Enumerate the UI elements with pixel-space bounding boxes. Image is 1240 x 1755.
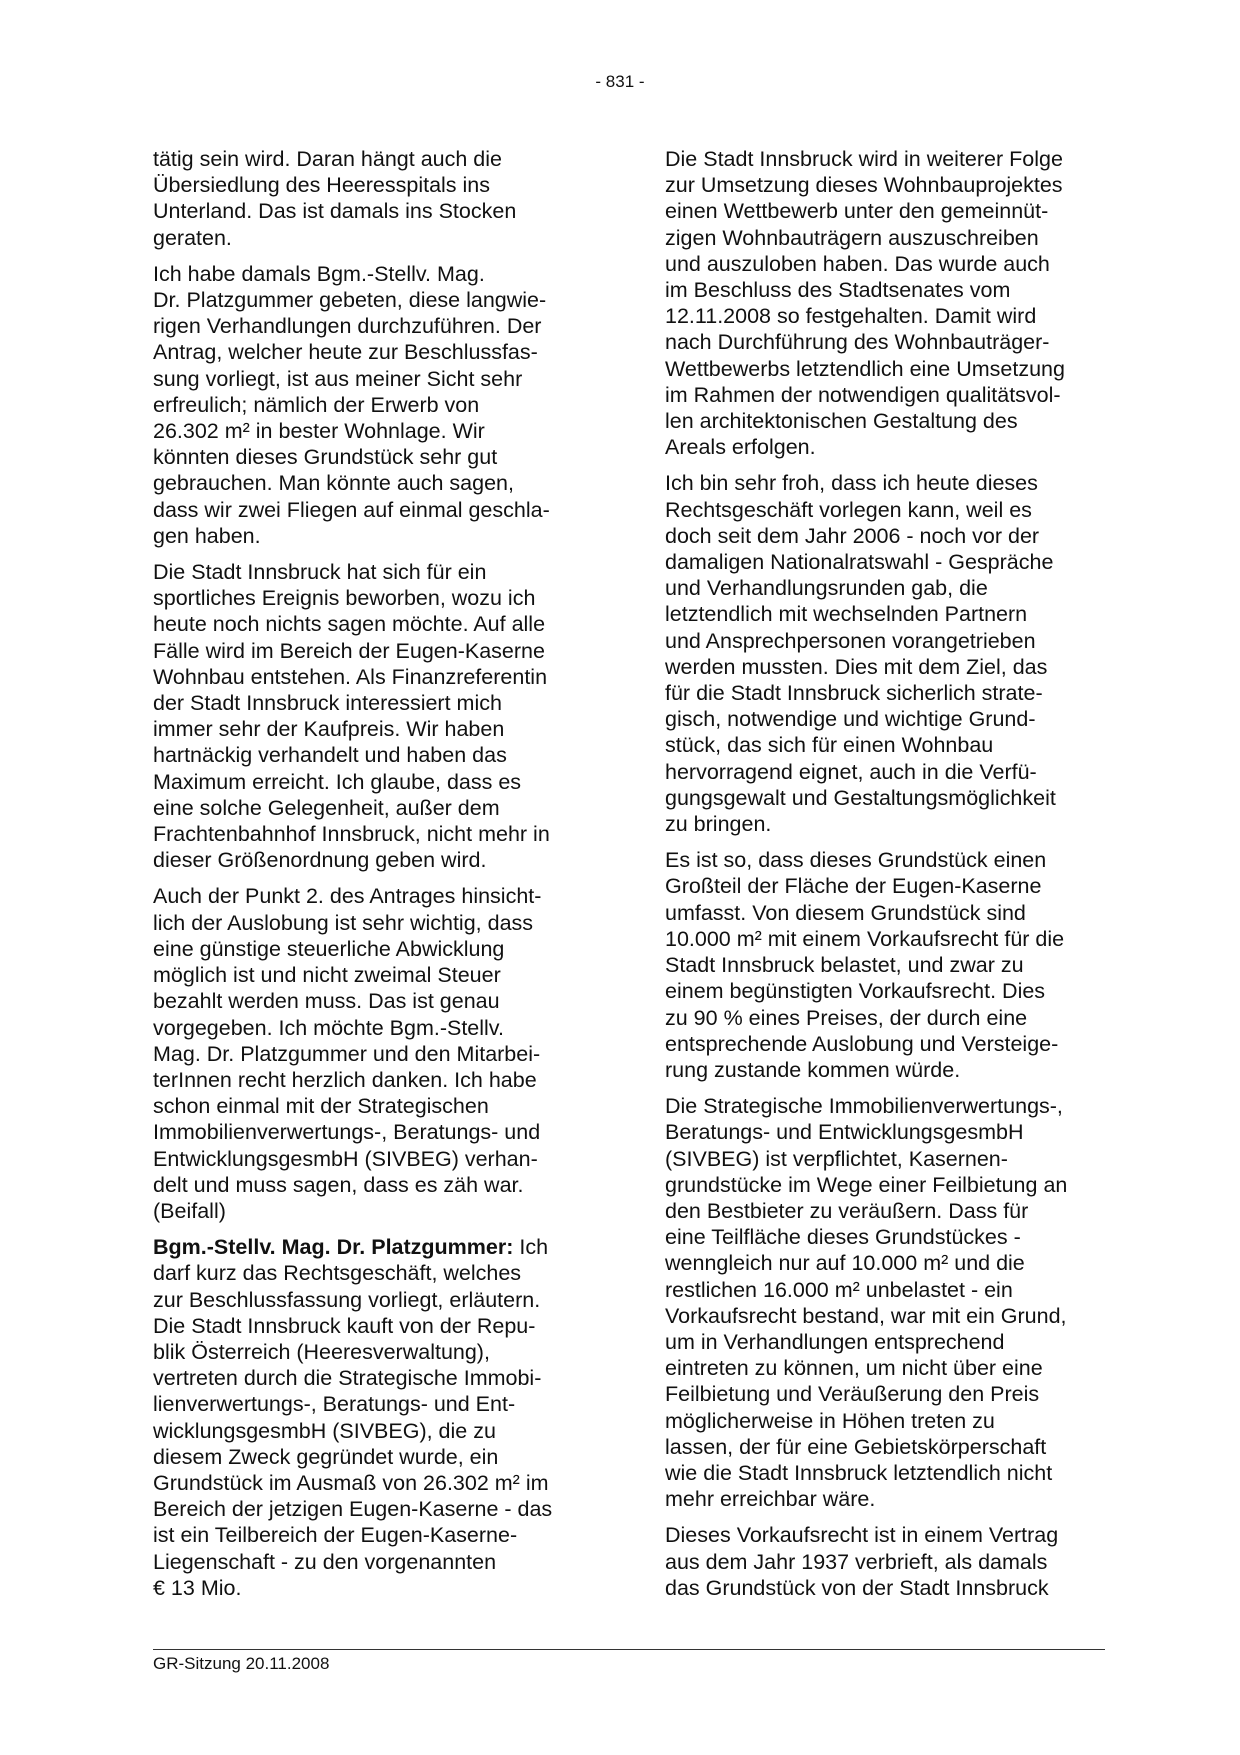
right-paragraph-5: Dieses Vorkaufsrecht ist in einem Vertrag aus dem Jahr 1937 verbrieft, als damals das Grundstück von der Stadt Innsbruck: [665, 1523, 1059, 1600]
page-number: - 831 -: [595, 72, 645, 91]
right-paragraph-2: Ich bin sehr froh, dass ich heute dieses Rechtsgeschäft vorlegen kann, weil es doch seit dem Jahr 2006 - noch vor der damaligen Nationalratswahl - Gespräche und Verhandlungsrunden gab, die letztendlich mit wechselnden Partnern und Ansprechpersonen vorangetrieben werden mussten. Dies mit dem Ziel, das für die Stadt Innsbruck sicherlich strate- gisch, notwendige und wichtige Grund- stück, das sich für einen Wohnbau hervorragend eignet, auch in die Verfü- gungsgewalt und Gestaltungsmöglichkeit zu bringen.: [665, 471, 1056, 837]
left-paragraph-4: Auch der Punkt 2. des Antrages hinsicht- lich der Auslobung ist sehr wichtig, dass eine günstige steuerliche Abwicklung möglich ist und nicht zweimal Steuer bezahlt werden muss. Das ist genau vorgegeben. Ich möchte Bgm.-Stellv. Mag. Dr. Platzgummer und den Mitarbei- terInnen recht herzlich danken. Ich habe schon einmal mit der Strategischen Immobilienverwertungs-, Beratungs- und EntwicklungsgesmbH (SIVBEG) verhan- delt und muss sagen, dass es zäh war. (Beifall): [153, 884, 542, 1223]
left-column: [153, 146, 593, 1611]
footer-divider: [153, 1649, 1105, 1650]
footer-session-date: GR-Sitzung 20.11.2008: [153, 1654, 330, 1673]
left-paragraph-3: Die Stadt Innsbruck hat sich für ein sportliches Ereignis beworben, wozu ich heute noch nichts sagen möchte. Auf alle Fälle wird im Bereich der Eugen-Kaserne Wohnbau entstehen. Als Finanzreferentin der Stadt Innsbruck interessiert mich immer sehr der Kaufpreis. Wir haben hartnäckig verhandelt und haben das Maximum erreicht. Ich glaube, dass es eine solche Gelegenheit, außer dem Frachtenbahnhof Innsbruck, nicht mehr in dieser Größenordnung geben wird.: [153, 560, 550, 873]
right-paragraph-4: Die Strategische Immobilienverwertungs-, Beratungs- und EntwicklungsgesmbH (SIVBEG) ist verpflichtet, Kasernen- grundstücke im Wege einer Feilbietung an den Bestbieter zu veräußern. Dass für eine Teilfläche dieses Grundstückes - wenngleich nur auf 10.000 m² und die restlichen 16.000 m² unbelastet - ein Vorkaufsrecht bestand, war mit ein Grund, um in Verhandlungen entsprechend eintreten zu können, um nicht über eine Feilbietung und Veräußerung den Preis möglicherweise in Höhen treten zu lassen, der für eine Gebietskörperschaft wie die Stadt Innsbruck letztendlich nicht mehr erreichbar wäre.: [665, 1094, 1068, 1512]
left-paragraph-2: Ich habe damals Bgm.-Stellv. Mag. Dr. Platzgummer gebeten, diese langwie- rigen Verhandlungen durchzuführen. Der Antrag, welcher heute zur Beschlussfas- sung vorliegt, ist aus meiner Sicht sehr erfreulich; nämlich der Erwerb von 26.302 m² in bester Wohnlage. Wir könnten dieses Grundstück sehr gut gebrauchen. Man könnte auch sagen, dass wir zwei Fliegen auf einmal geschla- gen haben.: [153, 261, 550, 548]
left-paragraph-5: [153, 1234, 593, 1601]
right-paragraph-3: Es ist so, dass dieses Grundstück einen Großteil der Fläche der Eugen-Kaserne umfasst. Von diesem Grundstück sind 10.000 m² mit einem Vorkaufsrecht für die Stadt Innsbruck belastet, und zwar zu einem begünstigten Vorkaufsrecht. Dies zu 90 % eines Preises, der durch eine entsprechende Auslobung und Versteige- rung zustande kommen würde.: [665, 848, 1065, 1082]
left-paragraph-1: tätig sein wird. Daran hängt auch die Übersiedlung des Heeresspitals ins Unterland. Das ist damals ins Stocken geraten.: [153, 147, 517, 250]
speaker-statement: Ich darf kurz das Rechtsgeschäft, welches zur Beschlussfassung vorliegt, erläutern. Die Stadt Innsbruck kauft von der Repu- blik Österreich (Heeresverwaltung), vertreten durch die Strategische Immobi- lienverwertungs-, Beratungs- und Ent- wicklungsgesmbH (SIVBEG), die zu diesem Zweck gegründet wurde, ein Grundstück im Ausmaß von 26.302 m² im Bereich der jetzigen Eugen-Kaserne - das ist ein Teilbereich der Eugen-Kaserne- Liegenschaft - zu den vorgenannten € 13 Mio.: [153, 1235, 553, 1600]
right-paragraph-1: Die Stadt Innsbruck wird in weiterer Folge zur Umsetzung dieses Wohnbauprojektes einen Wettbewerb unter den gemeinnüt- zigen Wohnbauträgern auszuschreiben und auszuloben haben. Das wurde auch im Beschluss des Stadtsenates vom 12.11.2008 so festgehalten. Damit wird nach Durchführung des Wohnbauträger- Wettbewerbs letztendlich eine Umsetzung im Rahmen der notwendigen qualitätsvol- len architektonischen Gestaltung des Areals erfolgen.: [665, 147, 1065, 460]
speaker-name: Bgm.-Stellv. Mag. Dr. Platzgummer:: [153, 1235, 514, 1260]
right-column: [665, 146, 1105, 1611]
